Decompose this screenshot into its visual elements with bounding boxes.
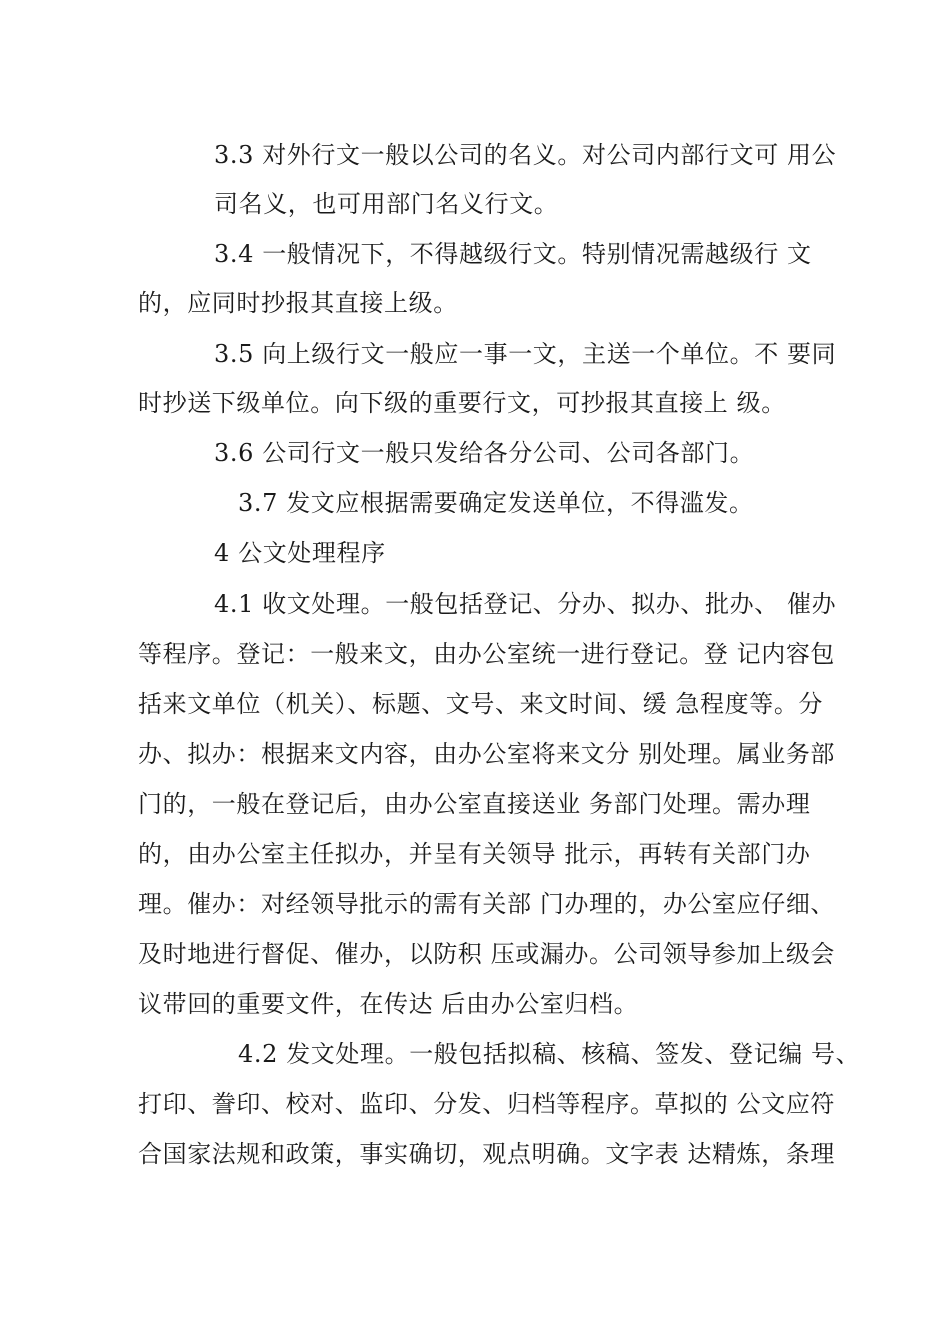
paragraph-3-7: 3.7 发文应根据需要确定发送单位，不得滥发。: [238, 489, 754, 517]
section-4-heading: 4 公文处理程序: [214, 539, 386, 567]
paragraph-3-5-line-2: 时抄送下级单位。向下级的重要行文，可抄报其直接上 级。: [138, 389, 786, 417]
paragraph-4-2-line-2: 打印、誊印、校对、监印、分发、归档等程序。草拟的 公文应符: [138, 1090, 836, 1118]
paragraph-3-3-line-1: 3.3 对外行文一般以公司的名义。对公司内部行文可 用公: [214, 141, 837, 169]
paragraph-4-1-line-7: 理。催办：对经领导批示的需有关部 门办理的，办公室应仔细、: [138, 890, 836, 918]
paragraph-4-1-line-1: 4.1 收文处理。一般包括登记、分办、拟办、批办、 催办: [214, 590, 837, 618]
paragraph-3-6: 3.6 公司行文一般只发给各分公司、公司各部门。: [214, 439, 755, 467]
paragraph-3-5-line-1: 3.5 向上级行文一般应一事一文，主送一个单位。不 要同: [214, 340, 837, 368]
paragraph-4-1-line-9: 议带回的重要文件，在传达 后由办公室归档。: [138, 990, 639, 1018]
paragraph-4-1-line-6: 的，由办公室主任拟办，并呈有关领导 批示，再转有关部门办: [138, 840, 811, 868]
paragraph-3-3-line-2: 司名义，也可用部门名义行文。: [214, 190, 559, 218]
paragraph-4-1-line-8: 及时地进行督促、催办，以防积 压或漏办。公司领导参加上级会: [138, 940, 836, 968]
paragraph-4-1-line-2: 等程序。登记：一般来文，由办公室统一进行登记。登 记内容包: [138, 640, 836, 668]
paragraph-4-1-line-3: 括来文单位（机关）、标题、文号、来文时间、缓 急程度等。分: [138, 690, 824, 718]
paragraph-4-1-line-4: 办、拟办：根据来文内容，由办公室将来文分 别处理。属业务部: [138, 740, 836, 768]
paragraph-4-2-line-1: 4.2 发文处理。一般包括拟稿、核稿、签发、登记编 号、: [238, 1040, 861, 1068]
paragraph-4-2-line-3: 合国家法规和政策，事实确切，观点明确。文字表 达精炼，条理: [138, 1140, 836, 1168]
paragraph-4-1-line-5: 门的，一般在登记后，由办公室直接送业 务部门处理。需办理: [138, 790, 811, 818]
paragraph-3-4-line-2: 的，应同时抄报其直接上级。: [138, 289, 458, 317]
paragraph-3-4-line-1: 3.4 一般情况下，不得越级行文。特别情况需越级行 文: [214, 240, 812, 268]
